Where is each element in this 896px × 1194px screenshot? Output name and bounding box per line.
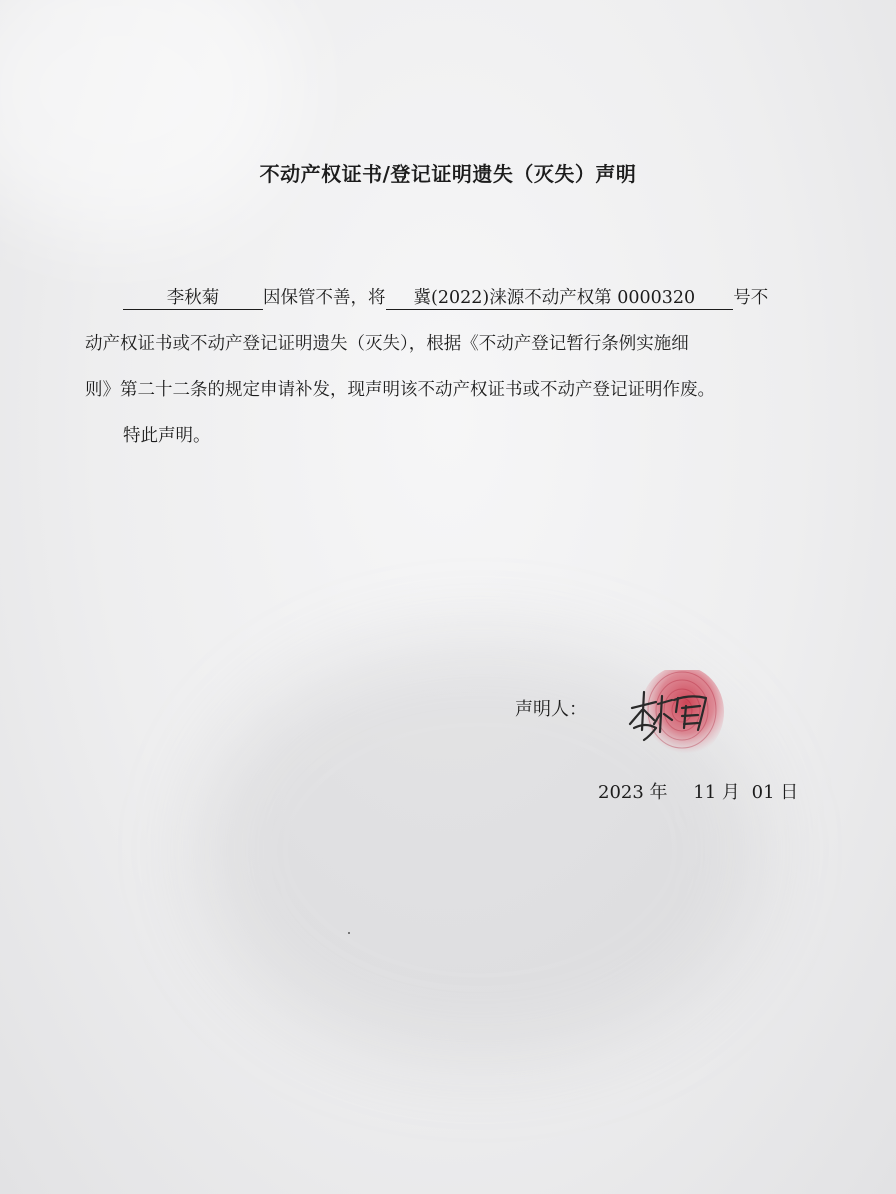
date-day-unit: 日 [780,782,799,803]
date-year: 2023 [598,782,644,803]
document-title: 不动产权证书/登记证明遗失（灭失）声明 [259,162,637,186]
date-month-unit: 月 [721,782,740,803]
fingerprint-stamp [640,670,724,758]
body-text: 因保管不善，将 [263,288,386,308]
closing-statement: 特此声明。 [123,426,211,446]
body-line-2: 动产权证书或不动产登记证明遗失（灭失），根据《不动产登记暂行条例实施细 [85,334,689,354]
underline-blank [695,287,733,310]
body-text: 号不 [733,288,769,308]
declarant-name-field: 李秋菊 [123,287,263,310]
body-line-3: 则》第二十二条的规定申请补发，现声明该不动产权证书或不动产登记证明作废。 [85,380,715,400]
paper-shadow [0,0,300,240]
ink-speck [348,932,350,934]
signature-with-fingerprint [620,670,730,770]
date-month: 11 [693,782,717,803]
date-day: 01 [751,782,775,803]
certificate-number-field: 冀(2022)涞源不动产权第 0000320 [386,287,696,310]
declarant-label: 声明人： [515,699,587,720]
date-year-unit: 年 [649,782,668,803]
body-line-1 [123,286,768,310]
declaration-date [598,778,798,804]
